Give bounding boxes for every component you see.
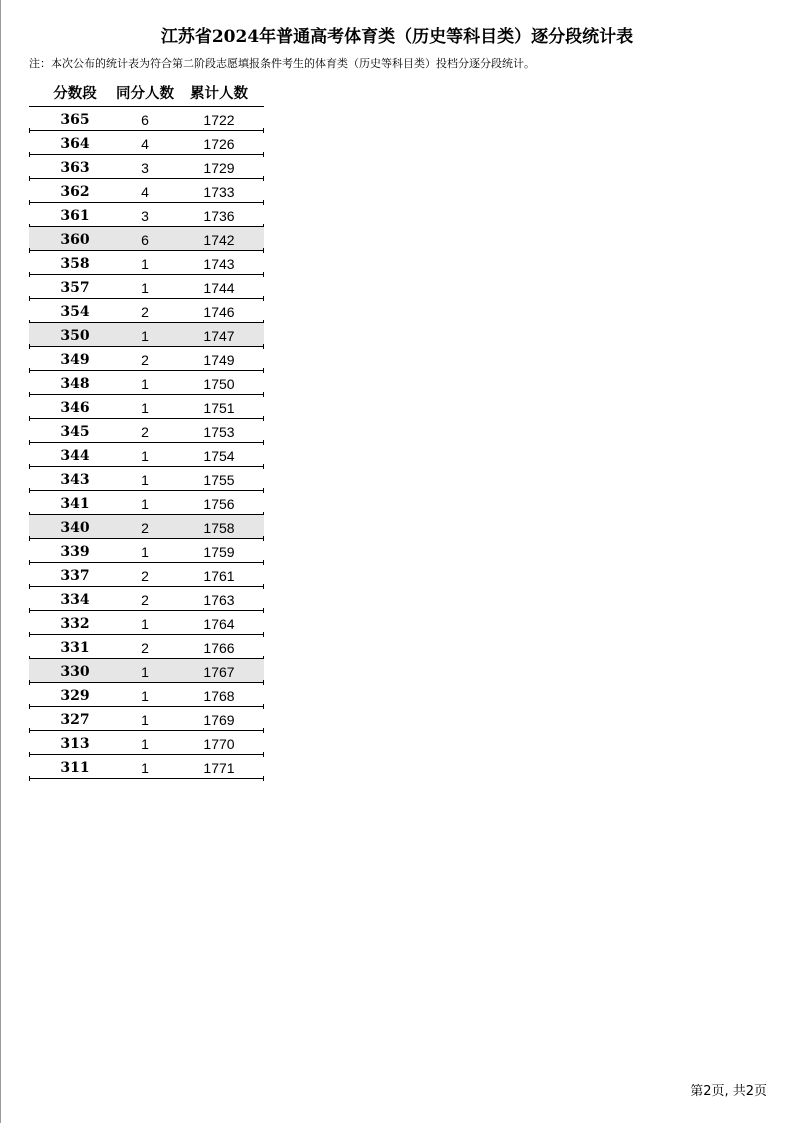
cell-cumulative: 1769 (203, 712, 235, 728)
page-left-border (0, 0, 1, 1123)
cell-count: 1 (141, 544, 149, 560)
cell-cumulative: 1763 (203, 592, 235, 608)
cell-count: 3 (141, 208, 149, 224)
table-row (29, 443, 264, 467)
cell-count: 2 (141, 352, 149, 368)
row-divider-tick-left (29, 776, 30, 781)
cell-score: 330 (60, 664, 90, 680)
header-cumulative-count: 累计人数 (190, 85, 248, 102)
table-row (29, 419, 264, 443)
cell-cumulative: 1754 (203, 448, 235, 464)
page-number: 第2页, 共2页 (690, 1084, 767, 1099)
table-row (29, 491, 264, 515)
cell-count: 1 (141, 760, 149, 776)
cell-cumulative: 1766 (203, 640, 235, 656)
cell-count: 1 (141, 328, 149, 344)
score-distribution-table (29, 82, 264, 779)
table-row (29, 587, 264, 611)
cell-score: 350 (60, 328, 90, 344)
cell-cumulative: 1742 (203, 232, 235, 248)
cell-score: 354 (60, 304, 90, 320)
table-row (29, 275, 264, 299)
cell-score: 311 (60, 760, 90, 776)
cell-cumulative: 1736 (203, 208, 235, 224)
table-row (29, 467, 264, 491)
cell-cumulative: 1743 (203, 256, 235, 272)
table-row (29, 299, 264, 323)
cell-count: 1 (141, 688, 149, 704)
cell-count: 2 (141, 424, 149, 440)
cell-cumulative: 1753 (203, 424, 235, 440)
cell-score: 362 (60, 184, 90, 200)
cell-score: 327 (60, 712, 90, 728)
cell-count: 6 (141, 112, 149, 128)
cell-cumulative: 1758 (203, 520, 235, 536)
table-row (29, 131, 264, 155)
table-header-row (29, 82, 264, 107)
cell-count: 1 (141, 712, 149, 728)
cell-score: 343 (60, 472, 90, 488)
cell-score: 339 (60, 544, 90, 560)
cell-count: 2 (141, 304, 149, 320)
cell-cumulative: 1744 (203, 280, 235, 296)
cell-score: 360 (60, 232, 90, 248)
cell-score: 345 (60, 424, 90, 440)
cell-count: 4 (141, 184, 149, 200)
table-row (29, 683, 264, 707)
cell-score: 358 (60, 256, 90, 272)
cell-cumulative: 1722 (203, 112, 235, 128)
cell-count: 2 (141, 640, 149, 656)
table-row (29, 347, 264, 371)
table-body (29, 107, 264, 779)
cell-count: 2 (141, 520, 149, 536)
cell-count: 1 (141, 256, 149, 272)
cell-score: 337 (60, 568, 90, 584)
table-row (29, 323, 264, 347)
table-row (29, 179, 264, 203)
cell-cumulative: 1771 (203, 760, 235, 776)
cell-cumulative: 1750 (203, 376, 235, 392)
cell-count: 1 (141, 496, 149, 512)
cell-cumulative: 1751 (203, 400, 235, 416)
cell-count: 6 (141, 232, 149, 248)
cell-cumulative: 1733 (203, 184, 235, 200)
cell-score: 341 (60, 496, 90, 512)
table-row (29, 563, 264, 587)
cell-cumulative: 1746 (203, 304, 235, 320)
cell-count: 3 (141, 160, 149, 176)
cell-score: 313 (60, 736, 90, 752)
cell-cumulative: 1747 (203, 328, 235, 344)
table-row (29, 395, 264, 419)
header-same-score-count: 同分人数 (116, 85, 174, 102)
table-row (29, 203, 264, 227)
table-row (29, 707, 264, 731)
table-row (29, 251, 264, 275)
cell-count: 2 (141, 592, 149, 608)
table-row (29, 611, 264, 635)
table-row (29, 539, 264, 563)
table-row (29, 515, 264, 539)
cell-cumulative: 1755 (203, 472, 235, 488)
table-note: 注：本次公布的统计表为符合第二阶段志愿填报条件考生的体育类（历史等科目类）投档分逐分段统计。 (29, 57, 535, 70)
cell-count: 1 (141, 616, 149, 632)
cell-score: 334 (60, 592, 90, 608)
cell-count: 1 (141, 736, 149, 752)
cell-score: 357 (60, 280, 90, 296)
cell-count: 1 (141, 472, 149, 488)
table-row (29, 227, 264, 251)
cell-score: 349 (60, 352, 90, 368)
row-divider (29, 778, 264, 779)
row-divider-tick-right (263, 776, 264, 781)
cell-score: 363 (60, 160, 90, 176)
cell-score: 331 (60, 640, 90, 656)
cell-score: 348 (60, 376, 90, 392)
cell-count: 1 (141, 664, 149, 680)
cell-cumulative: 1726 (203, 136, 235, 152)
cell-count: 1 (141, 376, 149, 392)
cell-cumulative: 1770 (203, 736, 235, 752)
cell-count: 4 (141, 136, 149, 152)
page-title: 江苏省2024年普通高考体育类（历史等科目类）逐分段统计表 (160, 27, 634, 47)
cell-cumulative: 1764 (203, 616, 235, 632)
cell-count: 1 (141, 400, 149, 416)
cell-cumulative: 1767 (203, 664, 235, 680)
cell-score: 329 (60, 688, 90, 704)
cell-count: 1 (141, 448, 149, 464)
cell-score: 332 (60, 616, 90, 632)
cell-score: 340 (60, 520, 90, 536)
header-score-range: 分数段 (53, 85, 97, 102)
table-row (29, 155, 264, 179)
cell-count: 2 (141, 568, 149, 584)
cell-cumulative: 1761 (203, 568, 235, 584)
table-row (29, 731, 264, 755)
cell-cumulative: 1756 (203, 496, 235, 512)
cell-score: 361 (60, 208, 90, 224)
table-row (29, 371, 264, 395)
table-row (29, 659, 264, 683)
cell-cumulative: 1768 (203, 688, 235, 704)
cell-score: 344 (60, 448, 90, 464)
cell-score: 346 (60, 400, 90, 416)
table-row (29, 635, 264, 659)
cell-cumulative: 1729 (203, 160, 235, 176)
cell-score: 364 (60, 136, 90, 152)
cell-cumulative: 1749 (203, 352, 235, 368)
cell-count: 1 (141, 280, 149, 296)
table-row (29, 107, 264, 131)
cell-cumulative: 1759 (203, 544, 235, 560)
table-row (29, 755, 264, 779)
cell-score: 365 (60, 112, 90, 128)
